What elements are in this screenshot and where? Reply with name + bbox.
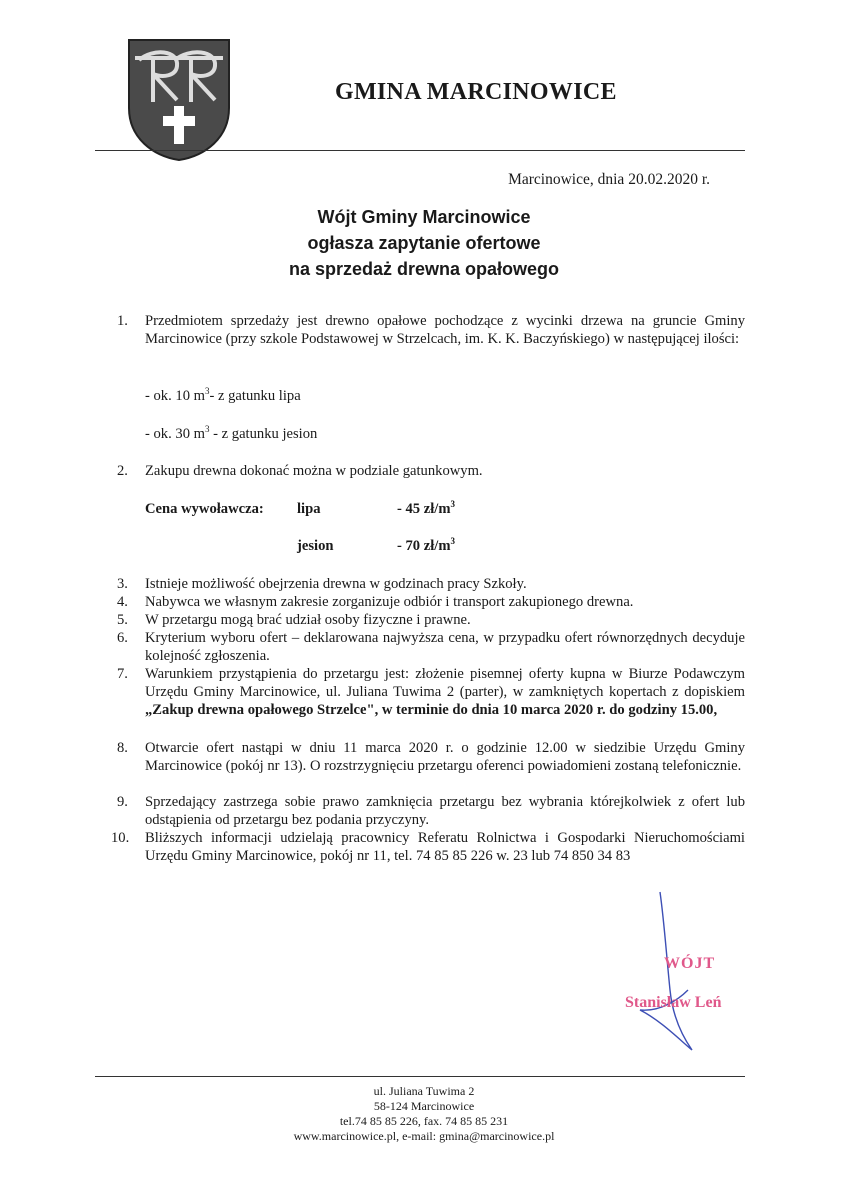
title-line-1: Wójt Gminy Marcinowice	[317, 207, 531, 227]
item-1-sub-2-species: - z gatunku jesion	[209, 426, 318, 442]
item-1-number: 1.	[117, 313, 128, 329]
item-9-text: Sprzedający zastrzega sobie prawo zamknięcia przetargu bez wybrania którejkolwiek z ofert lub odstąpienia od przetargu bez podania przyczyny.	[145, 794, 745, 828]
handwritten-signature-icon	[600, 890, 720, 1060]
price-row-1-amount: - 45 zł/m	[397, 501, 451, 517]
document-title	[0, 204, 848, 282]
item-4-number: 4.	[117, 594, 128, 610]
item-1-sub-1-species: - z gatunku lipa	[209, 388, 301, 404]
item-8-text: Otwarcie ofert nastąpi w dniu 11 marca 2020 r. o godzinie 12.00 w siedzibie Urzędu Gminy Marcinowice (pokój nr 13). O rozstrzygnięciu przetargu oferenci powiadomieni zostaną telefonicznie.	[145, 740, 745, 774]
item-1-sub-1-amount: - ok. 10 m	[145, 388, 205, 404]
item-5-text: W przetargu mogą brać udział osoby fizyczne i prawne.	[145, 612, 471, 628]
price-row-2-species: jesion	[297, 538, 334, 554]
footer	[0, 1084, 848, 1144]
price-row-2-amount: - 70 zł/m	[397, 538, 451, 554]
item-2-text: Zakupu drewna dokonać można w podziale gatunkowym.	[145, 463, 483, 479]
price-row-1-sup: 3	[450, 499, 455, 509]
title-line-3: na sprzedaż drewna opałowego	[288, 259, 560, 279]
title-line-2: ogłasza zapytanie ofertowe	[307, 233, 541, 253]
item-10-text: Bliższych informacji udzielają pracownicy Referatu Rolnictwa i Gospodarki Nieruchomościami Urzędu Gminy Marcinowice, pokój nr 11, tel. 74 85 85 226 w. 23 lub 74 850 34 83	[145, 830, 745, 864]
footer-web: www.marcinowice.pl, e-mail: gmina@marcinowice.pl	[293, 1129, 555, 1143]
item-4-text: Nabywca we własnym zakresie zorganizuje odbiór i transport zakupionego drewna.	[145, 594, 634, 610]
footer-divider	[95, 1076, 745, 1077]
price-row-2-value	[397, 537, 455, 555]
item-1-sub-2-sup: 3	[205, 424, 210, 434]
signature-name: Stanisław Leń	[625, 994, 722, 1011]
item-3-number: 3.	[117, 576, 128, 592]
item-9-number: 9.	[117, 794, 128, 810]
price-row-1-species: lipa	[297, 501, 321, 517]
organization-name: GMINA MARCINOWICE	[335, 79, 617, 105]
item-7-number: 7.	[117, 666, 128, 682]
price-label: Cena wywoławcza:	[145, 501, 264, 517]
footer-postcode: 58-124 Marcinowice	[373, 1099, 475, 1113]
item-6-number: 6.	[117, 630, 128, 646]
item-5-number: 5.	[117, 612, 128, 628]
item-6-text: Kryterium wyboru ofert – deklarowana najwyższa cena, w przypadku ofert równorzędnych decyduje kolejność zgłoszenia.	[145, 630, 745, 664]
price-row-2-sup: 3	[450, 536, 455, 546]
item-10-number: 10.	[111, 830, 130, 846]
item-1-sub-1-sup: 3	[205, 386, 210, 396]
price-row-1-value	[397, 500, 455, 518]
footer-phone: tel.74 85 85 226, fax. 74 85 85 231	[339, 1114, 509, 1128]
header-divider	[95, 150, 745, 151]
coat-of-arms-icon	[127, 38, 231, 162]
item-7-text-main: Warunkiem przystąpienia do przetargu jest: złożenie pisemnej oferty kupna w Biurze Podawczym Urzędu Gminy Marcinowice, ul. Juliana Tuwima 2 (parter), w zamkniętych kopertach z dopiskiem	[145, 666, 745, 700]
footer-address: ul. Juliana Tuwima 2	[373, 1084, 475, 1098]
item-1-sub-2-amount: - ok. 30 m	[145, 426, 205, 442]
item-1-sub-1	[145, 387, 301, 405]
signature-role: WÓJT	[664, 955, 716, 972]
item-7-text	[145, 665, 745, 719]
item-8-number: 8.	[117, 740, 128, 756]
item-7-text-bold: „Zakup drewna opałowego Strzelce", w terminie do dnia 10 marca 2020 r. do godziny 15.00,	[145, 702, 718, 718]
item-2-number: 2.	[117, 463, 128, 479]
item-1-text: Przedmiotem sprzedaży jest drewno opałowe pochodzące z wycinki drzewa na gruncie Gminy Marcinowice (przy szkole Podstawowej w Strzelcach, im. K. K. Baczyńskiego) w następującej ilości:	[145, 313, 745, 347]
item-1-sub-2	[145, 425, 317, 443]
date-line: Marcinowice, dnia 20.02.2020 r.	[508, 171, 710, 188]
item-3-text: Istnieje możliwość obejrzenia drewna w godzinach pracy Szkoły.	[145, 576, 527, 592]
